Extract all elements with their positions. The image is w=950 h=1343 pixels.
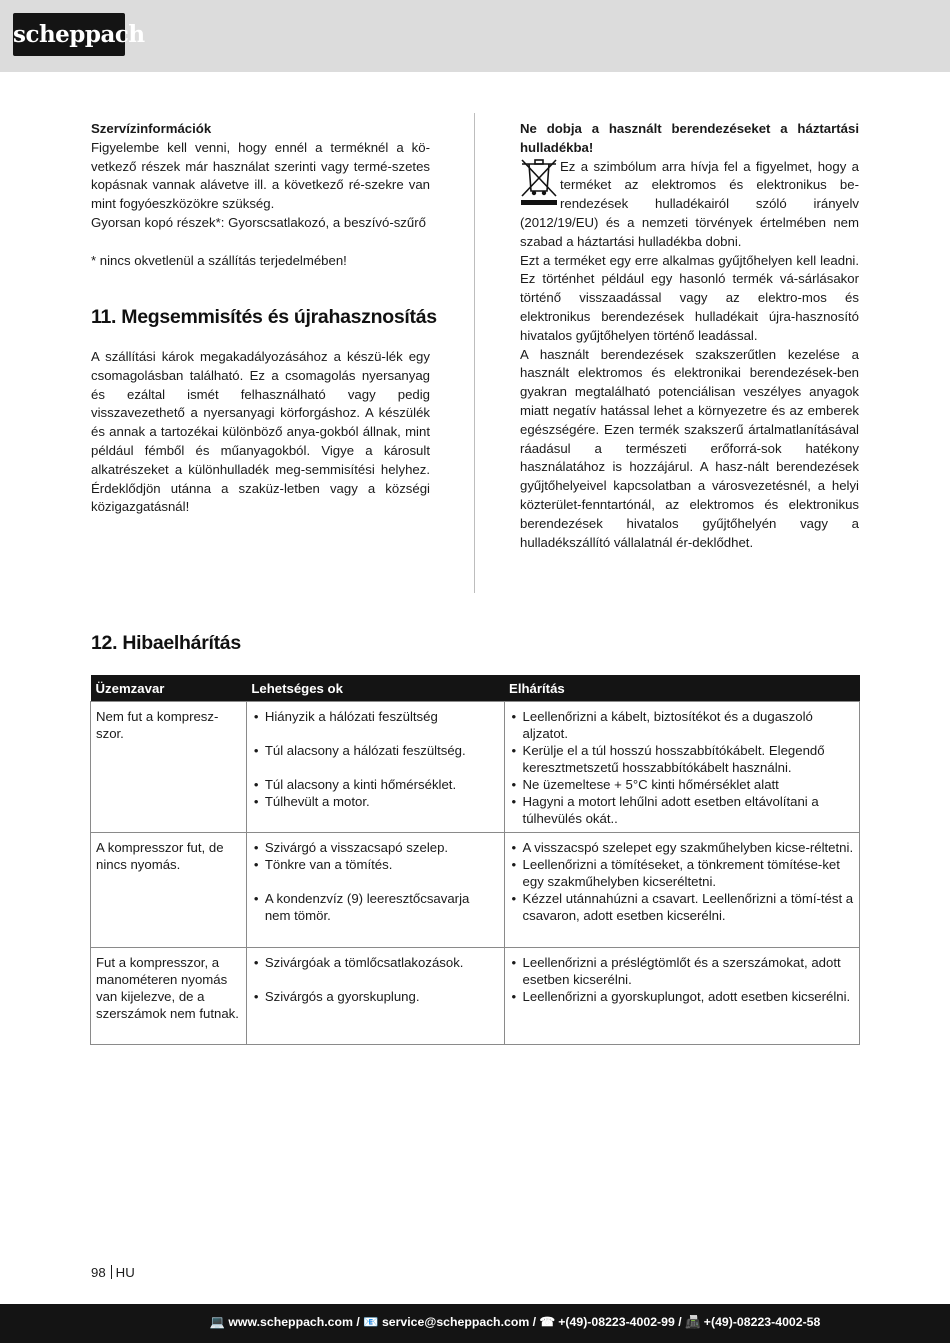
remedy-item: • Kézzel utánnahúzni a csavart. Leellenőrizni a tömí-tést a csavaron, adott esetben kicserélni. (510, 890, 854, 924)
remedy-item: • Ne üzemeltese + 5°C kinti hőmérséklet alatt (510, 776, 854, 793)
page-number (91, 1265, 135, 1280)
page-number-value: 98 (91, 1265, 106, 1280)
cause-item: • Szivárgós a gyorskuplung. (252, 988, 499, 1005)
weee-paragraph-2: Ezt a terméket egy erre alkalmas gyűjtőhelyen kell leadni. Ez történhet például egy hasonló termék vá-sárlásakor történő visszaadással vagy az elektro-mos és elektronikus berendezések hulladékait újra-hasznosító hivatalos gyűjtőhelyen történő leadással. (520, 252, 859, 343)
weee-paragraph-3: A használt berendezések szakszerűtlen kezelése a használt elektromos és elektronikai berendezések-ben gyakran megtalálható potenciálisan veszélyes anyagok miatt negatív hatással lehet a környezetre és az emberek egészségére. Ezen termék szakszerű ártalmatlanításával ráadásul a természeti erőforrá-sok hatékony használatához is hozzájárul. A hasz-nált berendezések gyűjtőhelyeivel kapcsolatban a városvezetésnél, a helyi közterület-fenntartónál, az elektromos és elektronikus berendezések hivatalos gyűjtőhelyén vagy a hulladékszállító vállalatnál ér-deklődhet. (520, 346, 859, 550)
header-fault: Üzemzavar (91, 675, 247, 702)
section-11-title: 11. Megsemmisítés és újrahasznosítás (91, 306, 437, 328)
remedy-item: • Leellenőrizni a préslégtömlőt és a szerszámokat, adott esetben kicserélni. (510, 954, 854, 988)
cause-item: • Szivárgó a visszacsapó szelep. (252, 839, 499, 856)
service-text: Figyelembe kell venni, hogy ennél a terméknél a kö-vetkező részek már használat szerinti vagy termé-szetes kopásnak vannak alávetve ill. a következő ré-szekre van mint fogyóeszközökre szükség. (91, 139, 430, 212)
table-header-row (91, 675, 860, 702)
cause-item: • Szivárgóak a tömlőcsatlakozások. (252, 954, 499, 971)
table-row (91, 948, 860, 1045)
weee-info (520, 120, 859, 552)
crossed-out-bin-icon (520, 158, 558, 206)
cause-cell (246, 833, 504, 948)
footer-contact: 💻 www.scheppach.com / 📧 service@scheppach.com / ☎ +(49)-08223-4002-99 / 📠 +(49)-08223-4002-58 (209, 1315, 821, 1329)
remedy-item: • Leellenőrizni a gyorskuplungot, adott esetben kicserélni. (510, 988, 854, 1005)
wear-parts-text: Gyorsan kopó részek*: Gyorscsatlakozó, a beszívó-szűrő (91, 214, 426, 230)
cause-item: • Tönkre van a tömítés. (252, 856, 499, 873)
weee-heading: Ne dobja a használt berendezéseket a háztartási hulladékba! (520, 121, 859, 155)
remedy-item: • A visszacspó szelepet egy szakműhelyben kicse-réltetni. (510, 839, 854, 856)
remedy-item: • Leellenőrizni a kábelt, biztosítékot és a dugaszoló aljzatot. (510, 708, 854, 742)
cause-item: • Túl alacsony a hálózati feszültség. (252, 742, 499, 759)
remedy-item: • Leellenőrizni a tömítéseket, a tönkrement tömítése-ket egy szakműhelyben kicseréltetni. (510, 856, 854, 890)
section-11-text: A szállítási károk megakadályozásához a készü-lék egy csomagolásban található. Ez a csomagolás nyersanyag és ezáltal ismét felhasználható vagy pedig visszavezethető a nyersanyagi körforgáshoz. A készülék és annak a tartozékai különböző anya-gokból állnak, mint például fémből és műanyagokból. Vigye a károsult alkatrészeket a különhulladék meg-semmisítési helyhez. Érdeklődjön utánna a szaküz-letben vagy a községi közigazgatásnál! (91, 349, 430, 515)
table-row (91, 702, 860, 833)
service-heading: Szervízinformációk (91, 121, 212, 136)
section-12-title: 12. Hibaelhárítás (91, 632, 241, 654)
page-number-separator (111, 1265, 112, 1279)
footnote: * nincs okvetlenül a szállítás terjedelmében! (91, 252, 347, 268)
scheppach-logo: scheppach (13, 13, 125, 56)
cause-cell (246, 948, 504, 1045)
table-row (91, 833, 860, 948)
cause-item: • Hiányzik a hálózati feszültség (252, 708, 499, 725)
weee-paragraph-1: Ez a szimbólum arra hívja fel a figyelmet, hogy a terméket az elektromos és elektronikus be-rendezések hulladékairól szóló irányelv (2012/19/EU) és a nemzeti törvények értelmében nem szabad a háztartási hulladékba dobni. (520, 158, 859, 249)
cause-item: • Túlhevült a motor. (252, 793, 499, 810)
remedy-cell (504, 833, 859, 948)
column-divider (474, 113, 475, 593)
disposal-text-block (91, 348, 430, 517)
cause-cell (246, 702, 504, 833)
remedy-item: • Hagyni a motort lehűlni adott esetben eltávolítani a túlhevülés okát.. (510, 793, 854, 827)
remedy-cell (504, 702, 859, 833)
page-language: HU (115, 1265, 135, 1280)
fault-cell: A kompresszor fut, de nincs nyomás. (91, 833, 247, 948)
service-info (91, 120, 430, 270)
cause-item: • Túl alacsony a kinti hőmérséklet. (252, 776, 499, 793)
fault-cell: Nem fut a kompresz-szor. (91, 702, 247, 833)
fault-cell: Fut a kompresszor, a manométeren nyomás van kijelezve, de a szerszámok nem futnak. (91, 948, 247, 1045)
header-remedy: Elhárítás (504, 675, 859, 702)
remedy-item: • Kerülje el a túl hosszú hosszabbítókábelt. Elegendő keresztmetszetű hosszabbítókábelt használni. (510, 742, 854, 776)
troubleshooting-table (90, 675, 860, 1045)
cause-item: • A kondenzvíz (9) leeresztőcsavarja nem tömör. (252, 890, 499, 924)
remedy-cell (504, 948, 859, 1045)
header-cause: Lehetséges ok (246, 675, 504, 702)
